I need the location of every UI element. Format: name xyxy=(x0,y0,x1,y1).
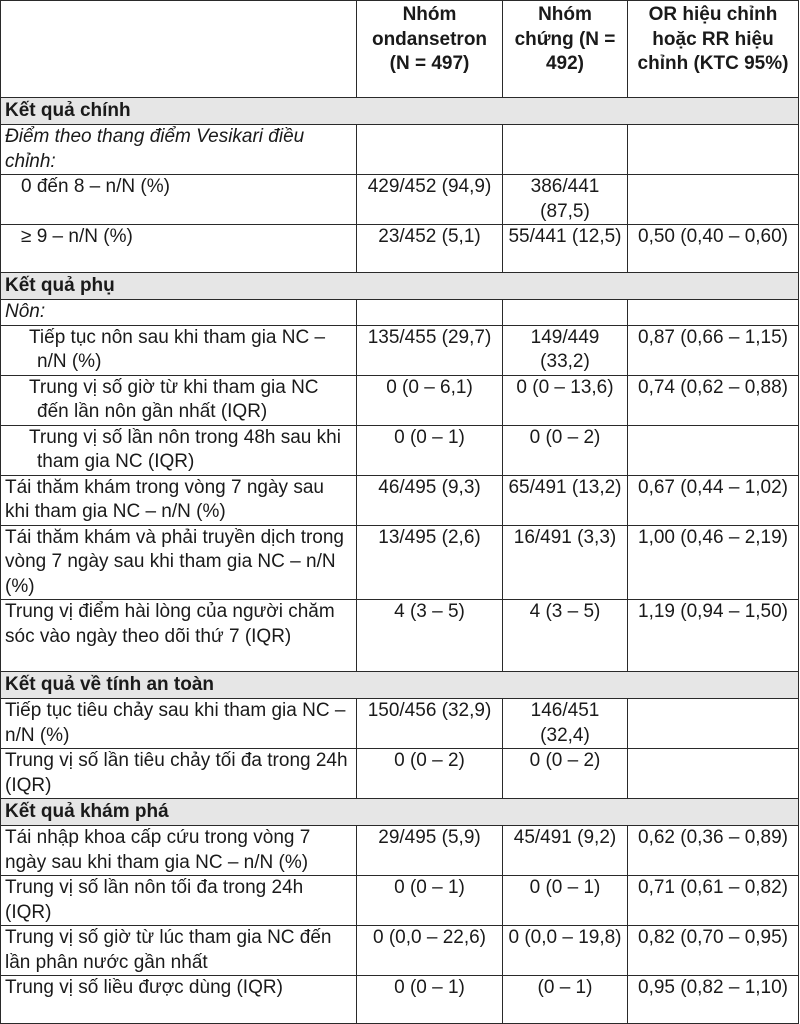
cell-control: 0 (0 – 2) xyxy=(503,425,628,475)
row-label: Trung vị số lần tiêu chảy tối đa trong 24h (IQR) xyxy=(1,749,357,799)
header-row xyxy=(1,1,799,98)
cell-ondansetron: 46/495 (9,3) xyxy=(357,475,503,525)
header-adjusted-ratio: OR hiệu chỉnh hoặc RR hiệu chỉnh (KTC 95%) xyxy=(628,1,799,98)
section-title-exploratory: Kết quả khám phá xyxy=(1,799,799,826)
cell-control: 45/491 (9,2) xyxy=(503,826,628,876)
table-row xyxy=(1,926,799,976)
table-row xyxy=(1,425,799,475)
cell-ratio xyxy=(628,425,799,475)
table-row xyxy=(1,475,799,525)
cell-control: 0 (0,0 – 19,8) xyxy=(503,926,628,976)
row-label: Trung vị số lần nôn trong 48h sau khi tham gia NC (IQR) xyxy=(1,425,357,475)
row-label: 0 đến 8 – n/N (%) xyxy=(1,175,357,225)
table-row xyxy=(1,300,799,326)
section-row xyxy=(1,273,799,300)
row-label: Tiếp tục nôn sau khi tham gia NC – n/N (%) xyxy=(1,325,357,375)
table-row xyxy=(1,325,799,375)
subheading-vomiting: Nôn: xyxy=(1,300,357,326)
table-row xyxy=(1,600,799,672)
cell-ondansetron: 4 (3 – 5) xyxy=(357,600,503,672)
cell-ratio: 0,82 (0,70 – 0,95) xyxy=(628,926,799,976)
section-row xyxy=(1,799,799,826)
cell-ondansetron: 0 (0 – 1) xyxy=(357,876,503,926)
row-label: Trung vị số giờ từ lúc tham gia NC đến lần phân nước gần nhất xyxy=(1,926,357,976)
row-label: Tái thăm khám trong vòng 7 ngày sau khi tham gia NC – n/N (%) xyxy=(1,475,357,525)
cell-control: 0 (0 – 2) xyxy=(503,749,628,799)
row-label: ≥ 9 – n/N (%) xyxy=(1,225,357,273)
cell-control: 0 (0 – 13,6) xyxy=(503,375,628,425)
cell-ratio: 1,00 (0,46 – 2,19) xyxy=(628,525,799,600)
section-title-secondary: Kết quả phụ xyxy=(1,273,799,300)
section-title-safety: Kết quả về tính an toàn xyxy=(1,672,799,699)
header-ondansetron-group: Nhóm ondansetron (N = 497) xyxy=(357,1,503,98)
cell-ratio: 0,74 (0,62 – 0,88) xyxy=(628,375,799,425)
section-row xyxy=(1,98,799,125)
table-row xyxy=(1,125,799,175)
cell-ondansetron: 29/495 (5,9) xyxy=(357,826,503,876)
cell-control: (0 – 1) xyxy=(503,976,628,1024)
row-label: Trung vị điểm hài lòng của người chăm sóc vào ngày theo dõi thứ 7 (IQR) xyxy=(1,600,357,672)
table-row xyxy=(1,749,799,799)
row-label: Trung vị số lần nôn tối đa trong 24h (IQR) xyxy=(1,876,357,926)
cell-control: 149/449 (33,2) xyxy=(503,325,628,375)
cell-ratio: 0,95 (0,82 – 1,10) xyxy=(628,976,799,1024)
row-label: Tái nhập khoa cấp cứu trong vòng 7 ngày sau khi tham gia NC – n/N (%) xyxy=(1,826,357,876)
table-row xyxy=(1,525,799,600)
cell-control: 4 (3 – 5) xyxy=(503,600,628,672)
section-row xyxy=(1,672,799,699)
row-label: Trung vị số liều được dùng (IQR) xyxy=(1,976,357,1024)
cell-ondansetron: 0 (0 – 6,1) xyxy=(357,375,503,425)
cell-control: 65/491 (13,2) xyxy=(503,475,628,525)
cell-control: 55/441 (12,5) xyxy=(503,225,628,273)
cell-ratio: 0,62 (0,36 – 0,89) xyxy=(628,826,799,876)
cell-ratio xyxy=(628,699,799,749)
table-row xyxy=(1,225,799,273)
table-row xyxy=(1,826,799,876)
cell-control: 0 (0 – 1) xyxy=(503,876,628,926)
cell-ratio: 0,87 (0,66 – 1,15) xyxy=(628,325,799,375)
cell-ratio: 0,67 (0,44 – 1,02) xyxy=(628,475,799,525)
row-label: Tái thăm khám và phải truyền dịch trong vòng 7 ngày sau khi tham gia NC – n/N (%) xyxy=(1,525,357,600)
cell-control: 16/491 (3,3) xyxy=(503,525,628,600)
cell-ondansetron: 0 (0 – 1) xyxy=(357,425,503,475)
table-row xyxy=(1,876,799,926)
cell-control: 146/451 (32,4) xyxy=(503,699,628,749)
cell-ondansetron: 0 (0,0 – 22,6) xyxy=(357,926,503,976)
header-control-group: Nhóm chứng (N = 492) xyxy=(503,1,628,98)
cell-ratio: 1,19 (0,94 – 1,50) xyxy=(628,600,799,672)
cell-ratio xyxy=(628,175,799,225)
table-row xyxy=(1,375,799,425)
row-label: Tiếp tục tiêu chảy sau khi tham gia NC – n/N (%) xyxy=(1,699,357,749)
row-label: Trung vị số giờ từ khi tham gia NC đến lần nôn gần nhất (IQR) xyxy=(1,375,357,425)
cell-ondansetron: 0 (0 – 2) xyxy=(357,749,503,799)
table-row xyxy=(1,699,799,749)
table-row xyxy=(1,976,799,1024)
cell-ondansetron: 23/452 (5,1) xyxy=(357,225,503,273)
cell-ondansetron: 0 (0 – 1) xyxy=(357,976,503,1024)
header-empty-cell xyxy=(1,1,357,98)
cell-ratio: 0,71 (0,61 – 0,82) xyxy=(628,876,799,926)
cell-ondansetron: 13/495 (2,6) xyxy=(357,525,503,600)
cell-control: 386/441 (87,5) xyxy=(503,175,628,225)
section-title-primary: Kết quả chính xyxy=(1,98,799,125)
cell-ratio xyxy=(628,749,799,799)
table-row xyxy=(1,175,799,225)
cell-ratio: 0,50 (0,40 – 0,60) xyxy=(628,225,799,273)
cell-ondansetron: 429/452 (94,9) xyxy=(357,175,503,225)
cell-ondansetron: 150/456 (32,9) xyxy=(357,699,503,749)
subheading-vesikari: Điểm theo thang điểm Vesikari điều chỉnh: xyxy=(1,125,357,175)
cell-ondansetron: 135/455 (29,7) xyxy=(357,325,503,375)
